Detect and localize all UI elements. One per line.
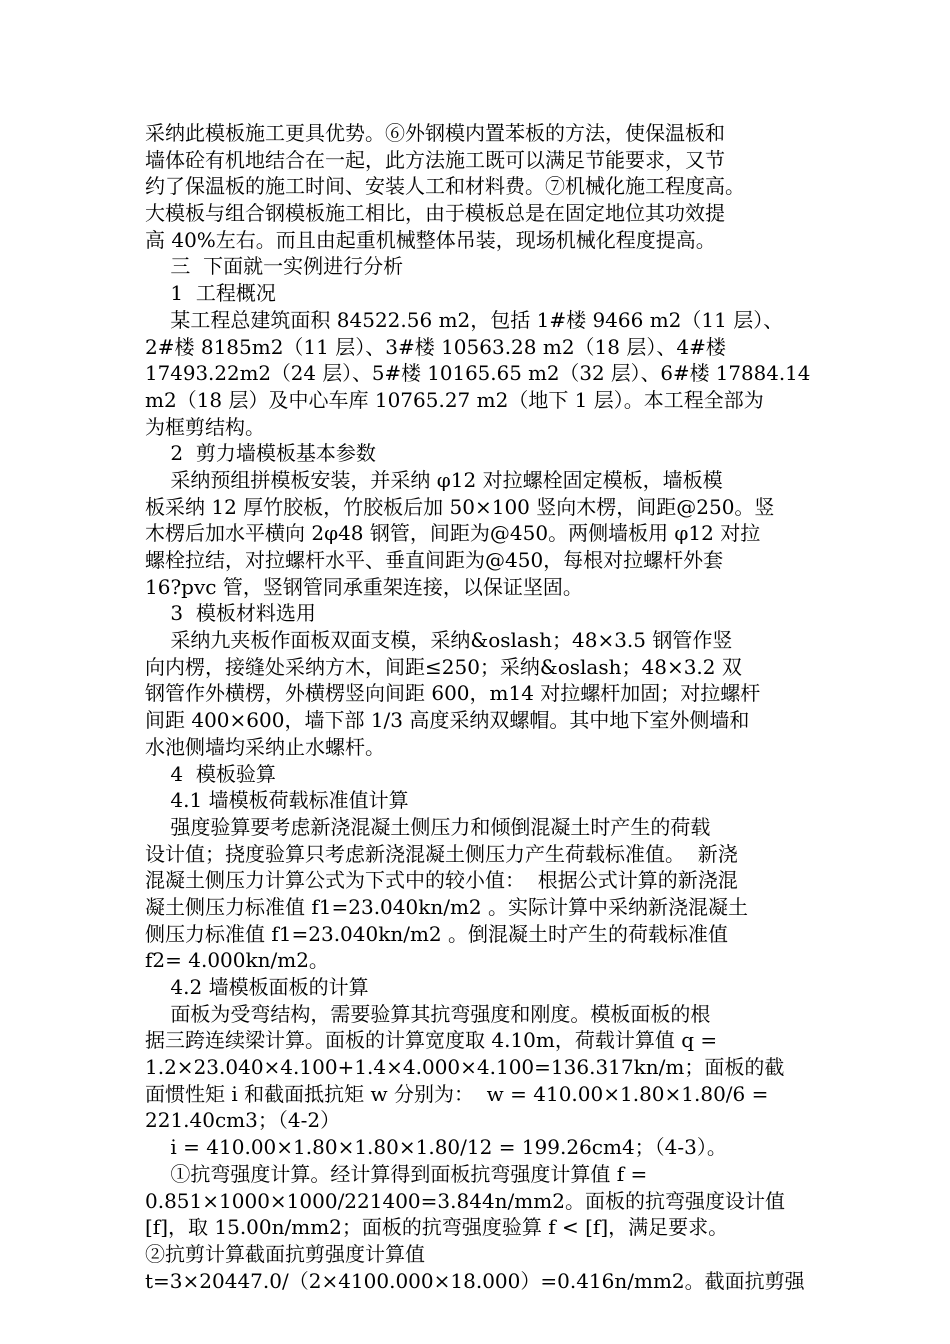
text-line: 设计值；挠度验算只考虑新浇混凝土侧压力产生荷载标准值。 新浇 [145, 841, 738, 866]
text-line: 面板为受弯结构，需要验算其抗弯强度和刚度。模板面板的根 [145, 1001, 711, 1026]
text-line: f2= 4.000kn/m2。 [145, 948, 329, 973]
text-line: 凝土侧压力标准值 f1=23.040kn/m2 。实际计算中采纳新浇混凝土 [145, 894, 749, 919]
text-line: 约了保温板的施工时间、安装人工和材料费。⑦机械化施工程度高。 [145, 174, 745, 199]
text-line: 2#楼 8185m2（11 层）、3#楼 10563.28 m2（18 层）、4#楼 [145, 334, 726, 359]
document-body [145, 120, 810, 1294]
text-line: 16?pvc 管，竖钢管同承重架连接，以保证坚固。 [145, 574, 583, 599]
text-line: 间距 400×600，墙下部 1/3 高度采纳双螺帽。其中地下室外侧墙和 [145, 708, 750, 733]
text-line: 某工程总建筑面积 84522.56 m2，包括 1#楼 9466 m2（11 层）、 [145, 307, 784, 332]
text-line: 4.1 墙模板荷载标准值计算 [145, 788, 409, 813]
text-line: 混凝土侧压力计算公式为下式中的较小值： 根据公式计算的新浇混 [145, 868, 738, 893]
text-line: 强度验算要考虑新浇混凝土侧压力和倾倒混凝土时产生的荷载 [145, 814, 711, 839]
text-line: 4 模板验算 [145, 761, 276, 786]
text-line: 据三跨连续梁计算。面板的计算宽度取 4.10m，荷载计算值 q = [145, 1028, 718, 1053]
text-line: ②抗剪计算截面抗剪强度计算值 [145, 1241, 425, 1266]
text-line: 4.2 墙模板面板的计算 [145, 975, 369, 999]
text-line: 螺栓拉结，对拉螺杆水平、垂直间距为@450，每根对拉螺杆外套 [145, 548, 724, 572]
text-line: 221.40cm3；（4-2） [145, 1108, 341, 1133]
text-line: ①抗弯强度计算。经计算得到面板抗弯强度计算值 f = [145, 1161, 648, 1186]
text-line: 墙体砼有机地结合在一起，此方法施工既可以满足节能要求，又节 [145, 147, 725, 172]
text-line: 面惯性矩 i 和截面抵抗矩 w 分别为： w = 410.00×1.80×1.80/6 = [145, 1081, 769, 1106]
text-line: 木楞后加水平横向 2φ48 钢管，间距为@450。两侧墙板用 φ12 对拉 [145, 521, 761, 546]
text-line: m2（18 层）及中心车库 10765.27 m2（地下 1 层）。本工程全部为 [145, 387, 764, 412]
text-line: 采纳此模板施工更具优势。⑥外钢模内置苯板的方法，使保温板和 [145, 121, 725, 145]
text-line: 三 下面就一实例进行分析 [145, 254, 404, 279]
text-line: 0.851×1000×1000/221400=3.844n/mm2。面板的抗弯强度设计值 [145, 1188, 785, 1213]
text-line: 2 剪力墙模板基本参数 [145, 441, 376, 466]
text-line: i = 410.00×1.80×1.80×1.80/12 = 199.26cm4；（4-3）。 [145, 1135, 727, 1160]
text-line: 侧压力标准值 f1=23.040kn/m2 。倒混凝土时产生的荷载标准值 [145, 921, 729, 946]
text-line: t=3×20447.0/（2×4100.000×18.000）=0.416n/mm2。截面抗剪强 [145, 1268, 805, 1293]
text-line: 向内楞，接缝处采纳方木，间距≤250；采纳&oslash；48×3.2 双 [145, 654, 742, 679]
text-line: 1.2×23.040×4.100+1.4×4.000×4.100=136.317kn/m；面板的截 [145, 1055, 785, 1080]
text-line: 1 工程概况 [145, 281, 276, 306]
text-line: 水池侧墙均采纳止水螺杆。 [145, 734, 385, 759]
text-line: 高 40%左右。而且由起重机械整体吊装，现场机械化程度提高。 [145, 227, 716, 252]
text-line: 为框剪结构。 [145, 414, 265, 439]
text-line: [f]，取 15.00n/mm2；面板的抗弯强度验算 f < [f]，满足要求。 [145, 1215, 729, 1240]
text-line: 3 模板材料选用 [145, 601, 316, 626]
text-line: 钢管作外横楞，外横楞竖向间距 600，m14 对拉螺杆加固；对拉螺杆 [145, 681, 761, 706]
text-line: 采纳预组拼模板安装，并采纳 φ12 对拉螺栓固定模板，墙板模 [145, 467, 723, 492]
text-line: 板采纳 12 厚竹胶板，竹胶板后加 50×100 竖向木楞，间距@250。竖 [145, 494, 775, 519]
text-line: 采纳九夹板作面板双面支模，采纳&oslash；48×3.5 钢管作竖 [145, 628, 733, 653]
text-line: 大模板与组合钢模板施工相比，由于模板总是在固定地位其功效提 [145, 201, 725, 226]
text-line: 17493.22m2（24 层）、5#楼 10165.65 m2（32 层）、6#楼 17884.14 [145, 361, 811, 386]
